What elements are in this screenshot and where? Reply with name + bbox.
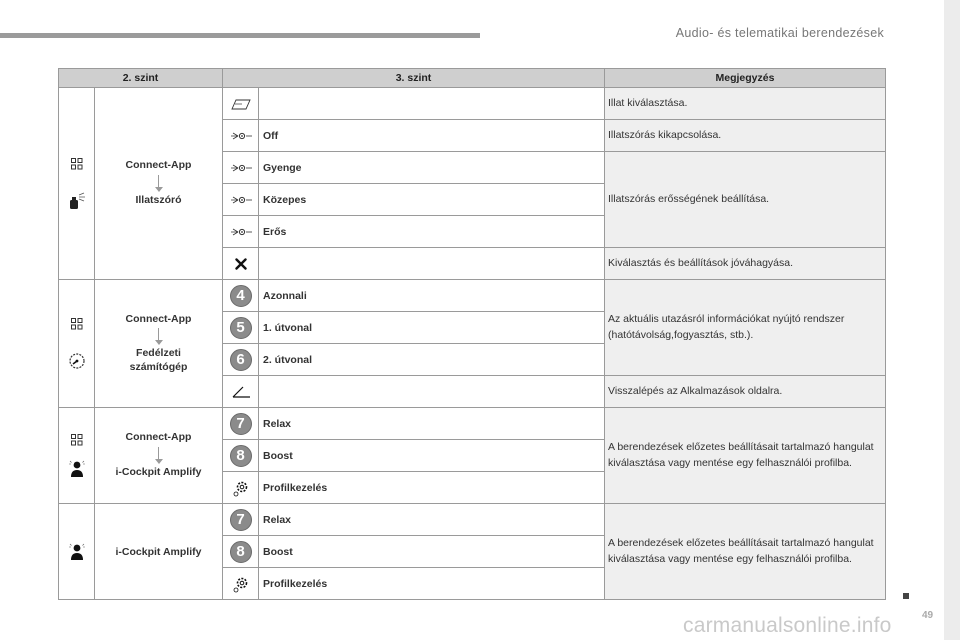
- option-note: Kiválasztás és beállítások jóváhagyása.: [605, 248, 886, 280]
- option-profiles: Profilkezelés: [259, 472, 605, 504]
- option-kozepes: Közepes: [259, 184, 605, 216]
- apps-grid-icon: [71, 318, 83, 330]
- back-arrow-icon: [223, 376, 259, 408]
- option-gyenge: Gyenge: [259, 152, 605, 184]
- gauge-icon: [68, 352, 86, 370]
- option-route2: 2. útvonal: [259, 344, 605, 376]
- intensity-note: Illatszórás erősségének beállítása.: [605, 152, 886, 248]
- option-note: Visszalépés az Alkalmazások oldalra.: [605, 376, 886, 408]
- option-label: [259, 88, 605, 120]
- group-icons-trip: [59, 280, 95, 408]
- down-arrow-icon: [155, 447, 163, 464]
- level2-cockpit-a: [95, 408, 223, 504]
- apps-grid-icon: [71, 434, 83, 446]
- diffuser-icon: [223, 152, 259, 184]
- trip-note: Az aktuális utazásról információkat nyújtó rendszer (hatótávolság,fogyasztás, stb.).: [605, 280, 886, 376]
- number-badge: 5: [223, 312, 259, 344]
- number-badge: 8: [223, 536, 259, 568]
- table-row: [59, 280, 886, 312]
- col-header-level2: 2. szint: [59, 69, 223, 88]
- side-strip: [944, 0, 960, 640]
- header-rule: [0, 33, 480, 38]
- diffuser-icon: [223, 120, 259, 152]
- level2-connect-app: Connect-App: [125, 312, 192, 325]
- option-route1: 1. útvonal: [259, 312, 605, 344]
- user-icon: [68, 543, 86, 561]
- table-header-row: [59, 69, 886, 88]
- option-off: Off: [259, 120, 605, 152]
- number-badge: 8: [223, 440, 259, 472]
- number-badge: 6: [223, 344, 259, 376]
- option-note: Illatszórás kikapcsolása.: [605, 120, 886, 152]
- profile-gear-icon: [223, 472, 259, 504]
- option-profiles: Profilkezelés: [259, 568, 605, 600]
- group-icons-cockpit-a: [59, 408, 95, 504]
- watermark: carmanualsonline.info: [683, 614, 892, 637]
- page-title: Audio- és telematikai berendezések: [675, 26, 884, 40]
- number-badge: 4: [223, 280, 259, 312]
- ambience-note: A berendezések előzetes beállításait tartalmazó hangulat kiválasztása vagy mentése egy felhasználói profilba.: [605, 504, 886, 600]
- profile-gear-icon: [223, 568, 259, 600]
- perfume-spray-icon: [68, 192, 86, 210]
- perfume-bottle-icon: [223, 88, 259, 120]
- option-relax: Relax: [259, 504, 605, 536]
- down-arrow-icon: [155, 328, 163, 345]
- ambience-note: A berendezések előzetes beállításait tartalmazó hangulat kiválasztása vagy mentése egy felhasználói profilba.: [605, 408, 886, 504]
- col-header-note: Megjegyzés: [605, 69, 886, 88]
- number-badge: 7: [223, 408, 259, 440]
- table-row: [59, 88, 886, 120]
- user-icon: [68, 460, 86, 478]
- page-number: 49: [922, 610, 934, 621]
- apps-grid-icon: [71, 158, 83, 170]
- level2-trip: [95, 280, 223, 408]
- option-boost: Boost: [259, 536, 605, 568]
- col-header-level3: 3. szint: [223, 69, 605, 88]
- diffuser-icon: [223, 216, 259, 248]
- group-icons-cockpit-b: [59, 504, 95, 600]
- group-icons-illat: [59, 88, 95, 280]
- option-boost: Boost: [259, 440, 605, 472]
- close-icon: [223, 248, 259, 280]
- table-row: [59, 408, 886, 440]
- level2-label: Illatszóró: [135, 194, 182, 206]
- level2-illat: [95, 88, 223, 280]
- level2-label: i-Cockpit Amplify: [115, 466, 202, 478]
- section-marker: [903, 593, 909, 599]
- number-badge: 7: [223, 504, 259, 536]
- option-label: [259, 376, 605, 408]
- option-azonnali: Azonnali: [259, 280, 605, 312]
- down-arrow-icon: [155, 175, 163, 192]
- diffuser-icon: [223, 184, 259, 216]
- option-relax: Relax: [259, 408, 605, 440]
- menu-table: [58, 68, 886, 600]
- option-note: Illat kiválasztása.: [605, 88, 886, 120]
- option-eros: Erős: [259, 216, 605, 248]
- level2-connect-app: Connect-App: [125, 159, 192, 172]
- level2-connect-app: Connect-App: [125, 431, 192, 444]
- option-label: [259, 248, 605, 280]
- level2-label-line1: Fedélzeti: [136, 347, 181, 360]
- level2-cockpit-b: i-Cockpit Amplify: [95, 504, 223, 600]
- level2-label-line2: számítógép: [129, 360, 188, 373]
- table-row: [59, 504, 886, 536]
